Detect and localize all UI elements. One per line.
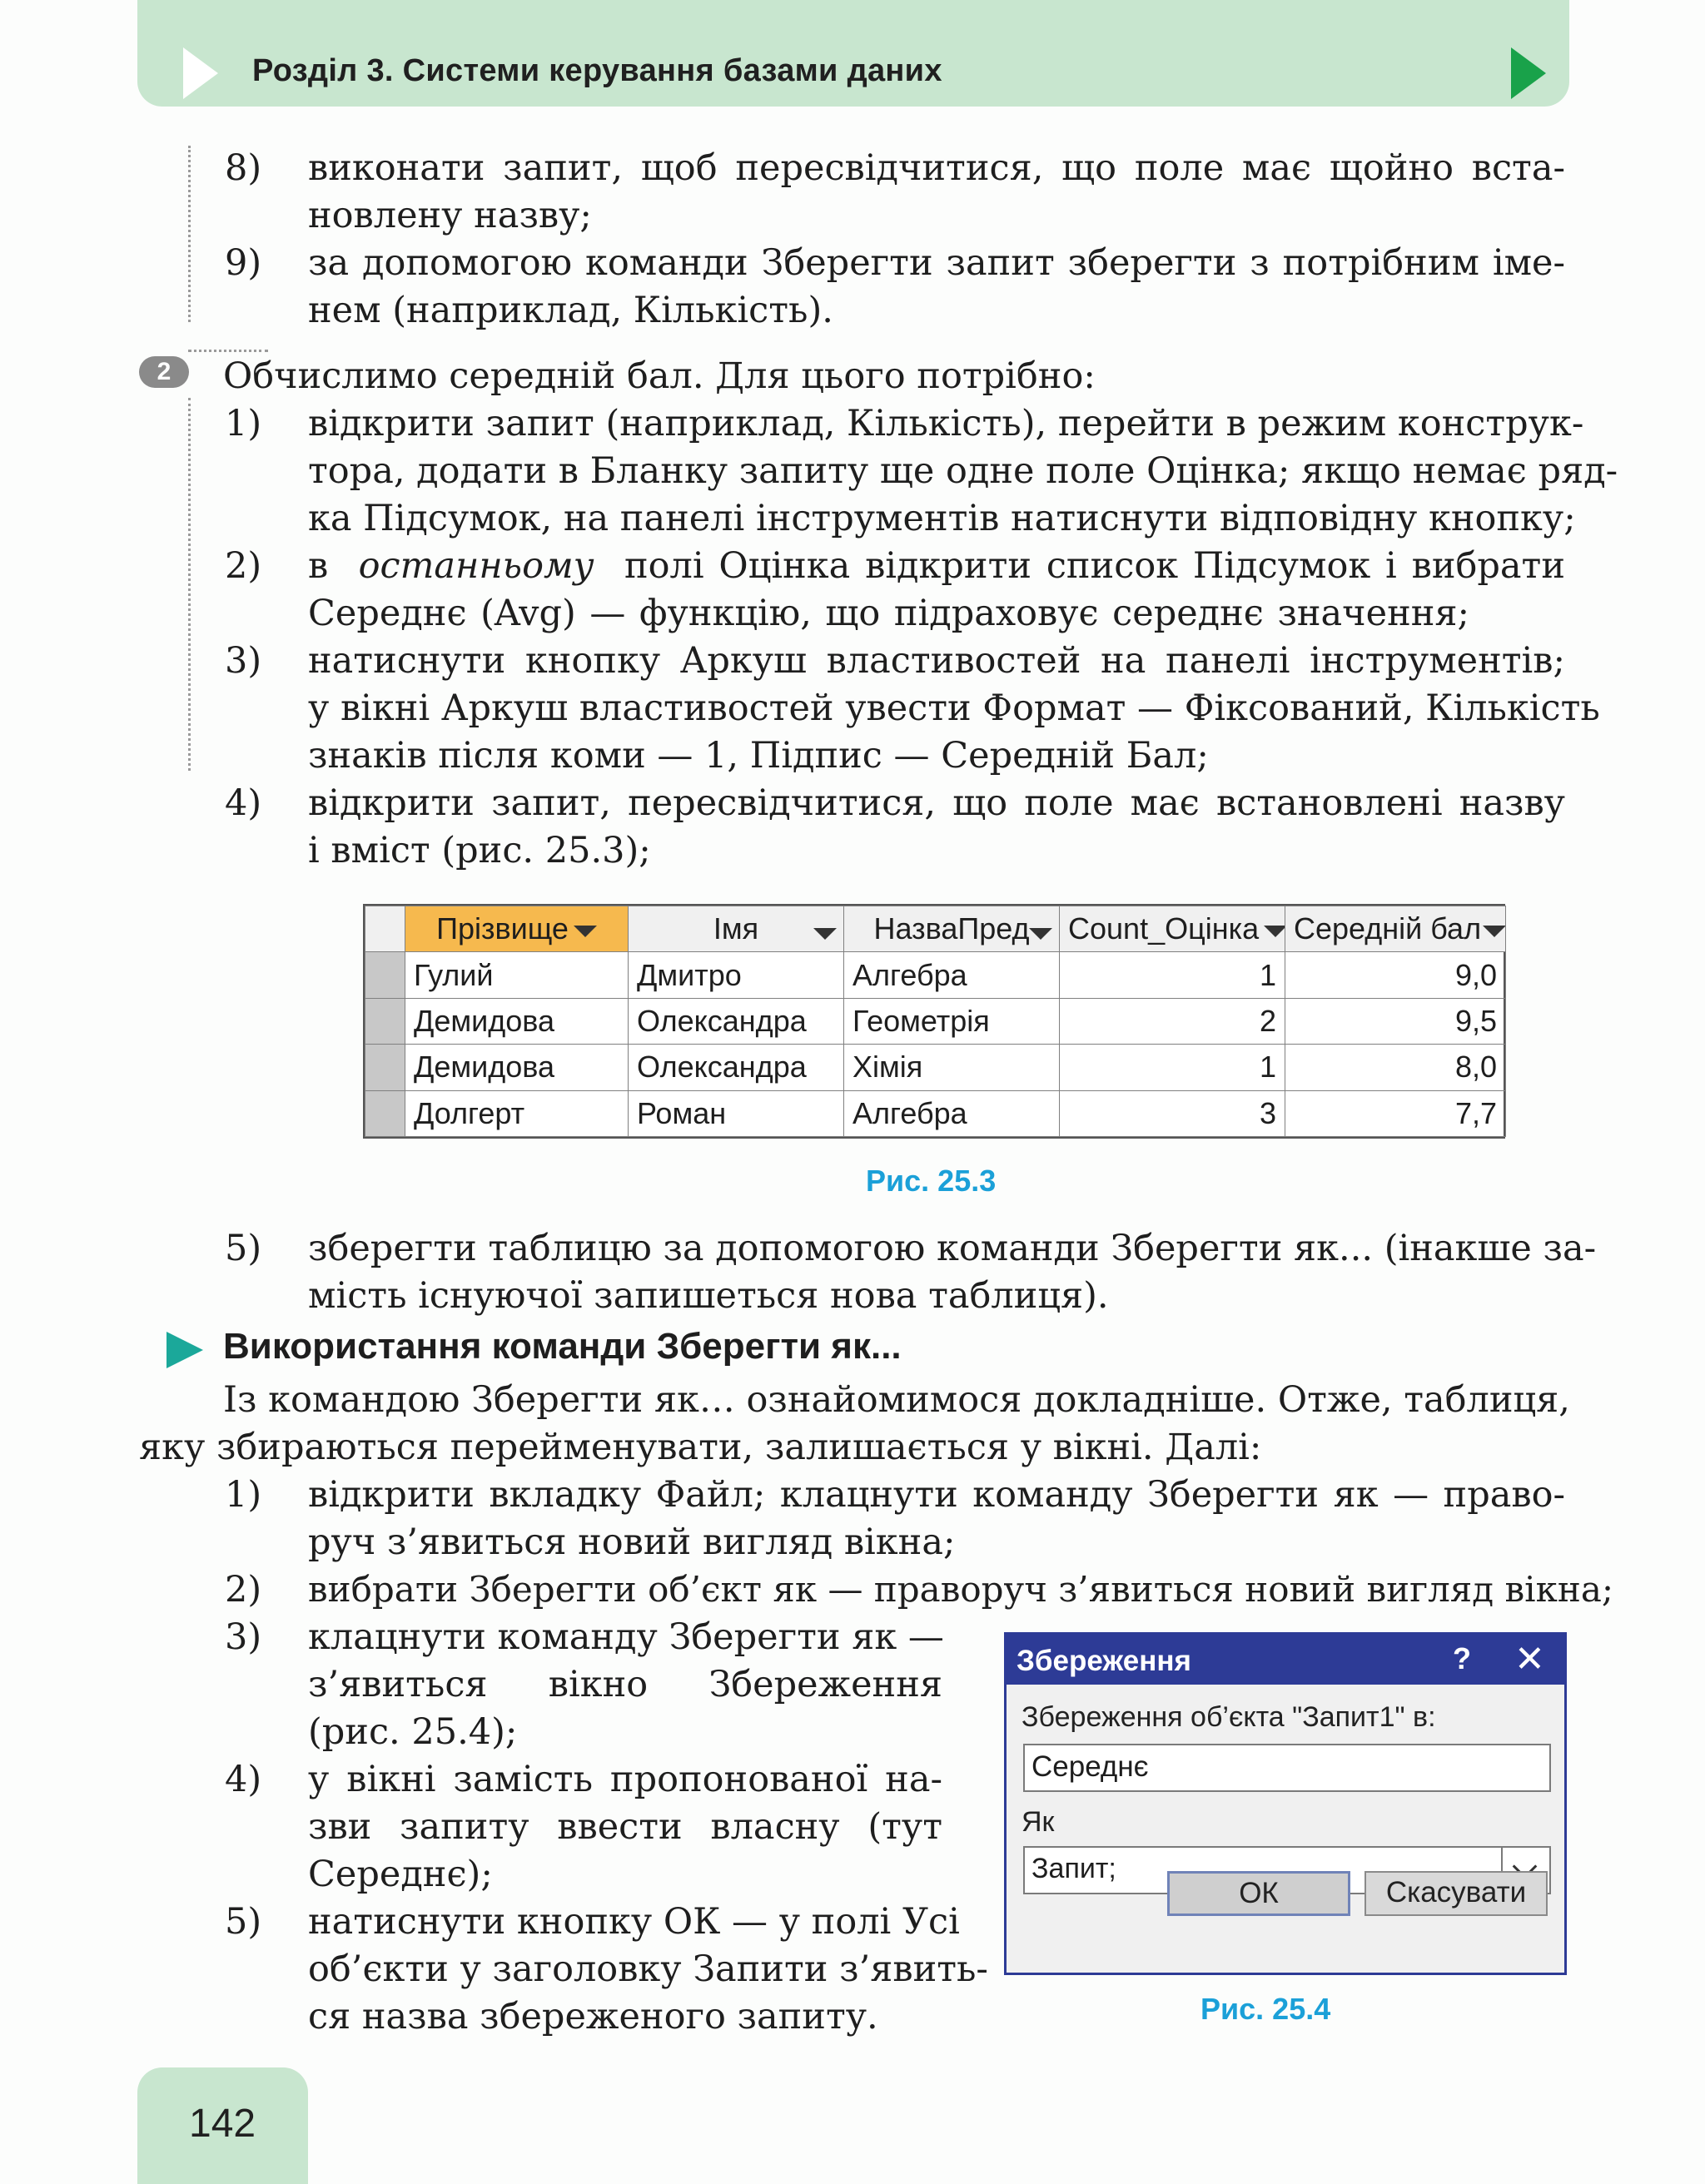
- list-number: 3): [225, 1616, 262, 1658]
- page-number-box: [137, 2067, 308, 2184]
- save-as-label: Як: [1022, 1806, 1055, 1838]
- list-number: 9): [225, 242, 262, 284]
- figure-caption: Рис. 25.3: [866, 1164, 997, 1198]
- list-item-text: клацнути команду Зберегти як —: [308, 1616, 944, 1658]
- list-item-text: в: [308, 545, 329, 587]
- list-item-text: новлену назву;: [308, 195, 592, 236]
- table-cell[interactable]: 8,0: [1285, 1045, 1506, 1090]
- list-item-text: виконати запит, щоб пересвідчитися, що поле має щойно вста-: [308, 147, 1565, 189]
- margin-dotted-rule: [188, 350, 268, 352]
- table-cell[interactable]: Алгебра: [844, 1090, 1060, 1136]
- list-item-text: ка Підсумок, на панелі інструментів натиснути відповідну кнопку;: [308, 498, 1576, 539]
- list-item-text: натиснути кнопку Аркуш властивостей на панелі інструментів;: [308, 640, 1565, 682]
- dropdown-arrow-icon[interactable]: [1264, 926, 1285, 937]
- list-item-text: мість існуючої запишеться нова таблиця).: [308, 1275, 1109, 1317]
- list-item-text: Середнє (Avg) — функцію, що підраховує середнє значення;: [308, 593, 1469, 634]
- list-item-text: з’явиться вікно Збереження: [308, 1664, 942, 1705]
- table-cell[interactable]: 9,5: [1285, 998, 1506, 1044]
- chapter-title: Розділ 3. Системи керування базами даних: [252, 53, 942, 88]
- close-icon[interactable]: ✕: [1514, 1639, 1545, 1680]
- list-number: 1): [225, 1474, 262, 1516]
- table-row: [365, 952, 1506, 998]
- ok-button[interactable]: ОК: [1167, 1871, 1350, 1916]
- table-cell[interactable]: 1: [1060, 952, 1285, 998]
- list-item-text: (рис. 25.4);: [308, 1711, 518, 1753]
- margin-dotted-line: [188, 398, 191, 771]
- list-item-text: знаків після коми — 1, Підпис — Середній Бал;: [308, 735, 1209, 777]
- list-number: 1): [225, 403, 262, 444]
- row-selector[interactable]: [365, 1045, 405, 1090]
- table-cell[interactable]: 3: [1060, 1090, 1285, 1136]
- object-name-input[interactable]: Середнє: [1023, 1744, 1551, 1792]
- emphasis-text: останньому: [358, 545, 594, 587]
- table-cell[interactable]: Олександра: [629, 1045, 844, 1090]
- section-title: Використання команди Зберегти як...: [223, 1326, 902, 1367]
- dropdown-arrow-icon[interactable]: [574, 926, 597, 937]
- dropdown-arrow-icon[interactable]: [1029, 928, 1052, 940]
- column-header-subject[interactable]: НазваПред: [844, 906, 1060, 952]
- table-cell[interactable]: Алгебра: [844, 952, 1060, 998]
- query-result-table: [363, 904, 1505, 1139]
- list-item-text: вибрати Зберегти об’єкт як — праворуч з’явиться новий вигляд вікна;: [308, 1569, 1614, 1610]
- table-cell[interactable]: Дмитро: [629, 952, 844, 998]
- column-header-surname[interactable]: Прізвище: [405, 906, 629, 952]
- list-item-text: відкрити вкладку Файл; клацнути команду Зберегти як — право-: [308, 1474, 1565, 1516]
- list-number: 2): [225, 545, 262, 587]
- list-number: 4): [225, 782, 262, 824]
- list-item-text: нем (наприклад, Кількість).: [308, 290, 833, 331]
- header-right-triangle-icon: [1511, 47, 1546, 99]
- column-header-average[interactable]: Середній бал: [1285, 906, 1506, 952]
- list-item-text: об’єкти у заголовку Запити з’явить-: [308, 1948, 988, 1990]
- dialog-title: Збереження: [1017, 1645, 1191, 1677]
- table-cell[interactable]: 1: [1060, 1045, 1285, 1090]
- table-row: [365, 998, 1506, 1044]
- section-triangle-icon: [167, 1332, 203, 1368]
- table-row: [365, 1090, 1506, 1136]
- row-selector-header[interactable]: [365, 906, 405, 952]
- select-value: Запит;: [1031, 1853, 1116, 1884]
- save-dialog: [1004, 1632, 1567, 1975]
- row-selector[interactable]: [365, 1090, 405, 1136]
- header-left-triangle-icon: [183, 47, 218, 99]
- list-item-text: зви запиту ввести власну (тут: [308, 1806, 942, 1848]
- table-cell[interactable]: Геометрія: [844, 998, 1060, 1044]
- list-item-text: у вікні Аркуш властивостей увести Формат — Фіксований, Кількість: [308, 687, 1600, 729]
- list-item-line: [308, 543, 1565, 589]
- table-cell[interactable]: 2: [1060, 998, 1285, 1044]
- list-item-text: відкрити запит, пересвідчитися, що поле має встановлені назву: [308, 782, 1565, 824]
- step-badge: 2: [139, 356, 189, 388]
- dropdown-arrow-icon[interactable]: [1483, 926, 1505, 937]
- list-item-text: і вміст (рис. 25.3);: [308, 830, 651, 871]
- list-item-text: у вікні замість пропонованої на-: [308, 1759, 942, 1800]
- list-item-text: натиснути кнопку ОК — у полі Усі: [308, 1901, 960, 1943]
- list-item-text: зберегти таблицю за допомогою команди Зберегти як... (інакше за-: [308, 1228, 1597, 1269]
- column-header-count[interactable]: Count_Оцінка: [1060, 906, 1285, 952]
- table-cell[interactable]: 9,0: [1285, 952, 1506, 998]
- list-number: 5): [225, 1228, 262, 1269]
- paragraph-text: яку збираються перейменувати, залишається у вікні. Далі:: [139, 1427, 1262, 1468]
- dialog-titlebar[interactable]: [1007, 1635, 1564, 1685]
- row-selector[interactable]: [365, 998, 405, 1044]
- list-number: 5): [225, 1901, 262, 1943]
- list-item-text: ся назва збереженого запиту.: [308, 1996, 878, 2038]
- table-cell[interactable]: Олександра: [629, 998, 844, 1044]
- list-item-text: руч з’явиться новий вигляд вікна;: [308, 1521, 956, 1563]
- row-selector[interactable]: [365, 952, 405, 998]
- margin-dotted-line: [188, 146, 191, 322]
- table-row: [365, 1045, 1506, 1090]
- column-header-name[interactable]: Імя: [629, 906, 844, 952]
- chapter-header: [137, 0, 1569, 107]
- help-icon[interactable]: ?: [1453, 1641, 1471, 1675]
- table-cell[interactable]: 7,7: [1285, 1090, 1506, 1136]
- paragraph-intro: Обчислимо середній бал. Для цього потрібно:: [223, 355, 1096, 397]
- dropdown-arrow-icon[interactable]: [813, 928, 837, 940]
- list-number: 8): [225, 147, 262, 189]
- list-item-text: полі Оцінка відкрити список Підсумок і вибрати: [624, 545, 1565, 587]
- table-cell[interactable]: Демидова: [405, 998, 629, 1044]
- figure-caption: Рис. 25.4: [1200, 1992, 1331, 2026]
- list-number: 2): [225, 1569, 262, 1611]
- page-number: 142: [189, 2102, 256, 2146]
- table-cell[interactable]: Хімія: [844, 1045, 1060, 1090]
- table-cell[interactable]: Долгерт: [405, 1090, 629, 1136]
- list-number: 3): [225, 640, 262, 682]
- list-item-text: відкрити запит (наприклад, Кількість), перейти в режим конструк-: [308, 403, 1584, 444]
- save-location-label: Збереження об’єкта "Запит1" в:: [1022, 1701, 1436, 1733]
- list-number: 4): [225, 1759, 262, 1800]
- table-cell[interactable]: Гулий: [405, 952, 629, 998]
- table-cell[interactable]: Демидова: [405, 1045, 629, 1090]
- table-cell[interactable]: Роман: [629, 1090, 844, 1136]
- paragraph-text: Із командою Зберегти як… ознайомимося докладніше. Отже, таблиця,: [223, 1379, 1570, 1421]
- list-item-text: Середнє);: [308, 1854, 493, 1895]
- table-header-row: [365, 906, 1506, 952]
- list-item-text: за допомогою команди Зберегти запит зберегти з потрібним іме-: [308, 242, 1565, 284]
- list-item-text: тора, додати в Бланку запиту ще одне поле Оцінка; якщо немає ряд-: [308, 450, 1618, 492]
- cancel-button[interactable]: Скасувати: [1364, 1871, 1548, 1916]
